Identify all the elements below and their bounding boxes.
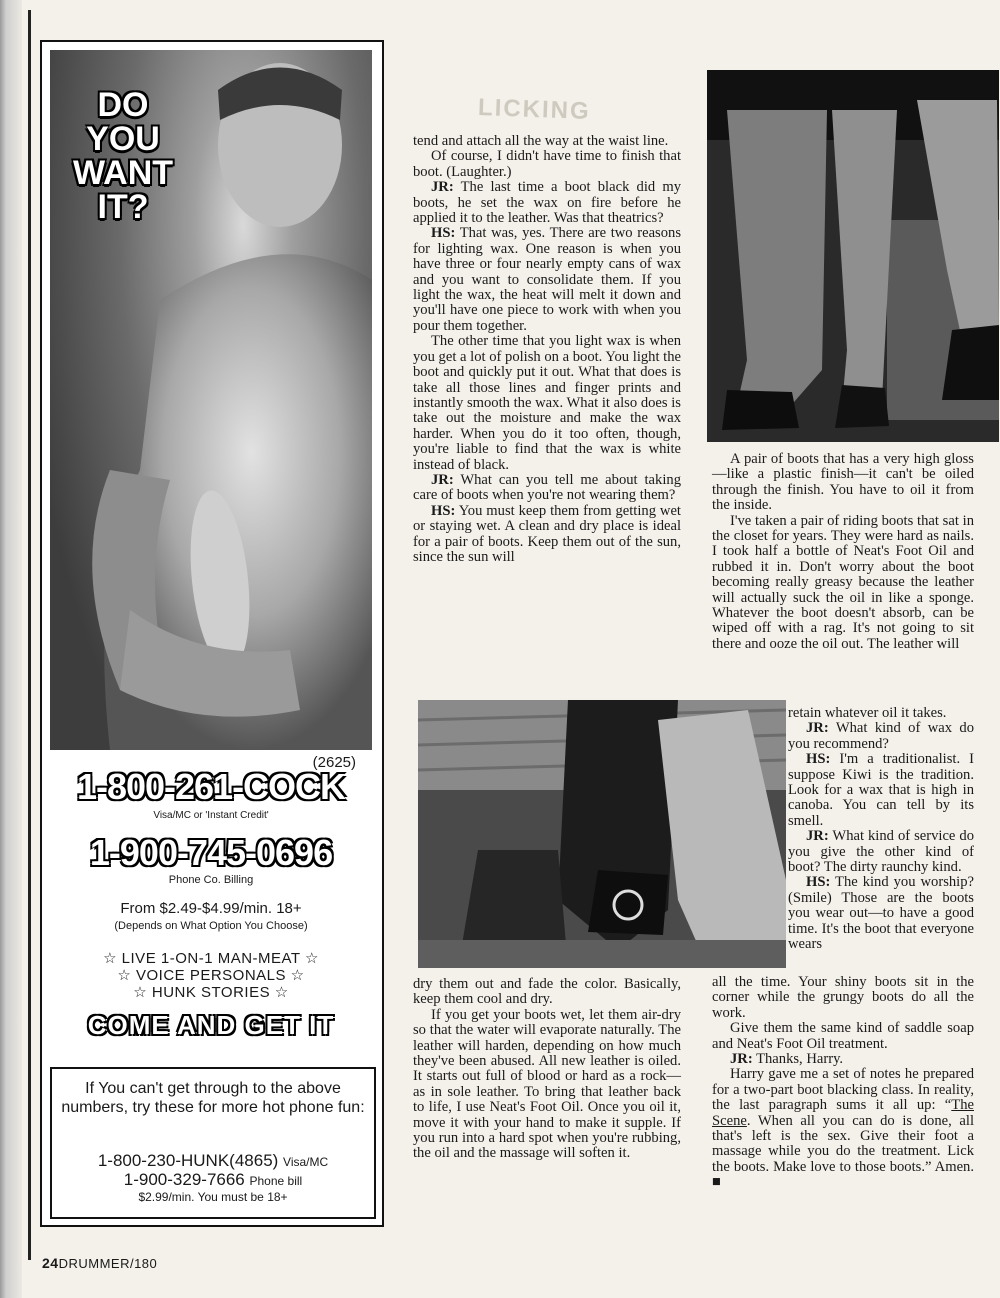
paragraph [712, 1021, 974, 1052]
phone-line-advertisement [40, 40, 384, 1227]
phone-number-1-note: Visa/MC or 'Instant Credit' [153, 810, 269, 821]
alternate-number-1-note: Visa/MC [283, 1155, 329, 1169]
ad-phone-info [50, 754, 372, 1054]
page-number: 24 [42, 1255, 59, 1271]
article-column-1 [413, 134, 681, 565]
page-folio [42, 1255, 157, 1271]
phone-number-1: 1-800-261-COCK [76, 766, 346, 807]
alternate-number-1 [52, 1151, 374, 1171]
paragraph-text: A pair of boots that has a very high gloss—like a plastic finish—it can't be oiled through the finish. You have to oil it from the inside. [712, 451, 974, 514]
article-column-1-continued [413, 977, 681, 1162]
paragraph-text: Give them the same kind of saddle soap and Neat's Foot Oil treatment. [712, 1020, 974, 1052]
paragraph-text: Of course, I didn't have time to finish that boot. (Laughter.) [413, 148, 681, 180]
photo-jeans-and-boots [707, 70, 999, 442]
paragraph [712, 514, 974, 653]
spine-rule [28, 10, 31, 1260]
paragraph-text: What can you tell me about taking care of boots when you're not wearing them? [413, 471, 681, 504]
paragraph-text: The other time that you light wax is when you get a lot of polish on a boot. You light the boot and quickly put it out. What that does is take all those lines and finger prints and instantly smooth the wax. What it also does is take out the moisture and make the wax harder. When you do it too often, though, you're liable to find that the wax is white instead of black. [413, 333, 681, 473]
ad-photo [50, 50, 372, 750]
paragraph [413, 134, 681, 149]
phone-number-2-note: Phone Co. Billing [168, 874, 254, 886]
paragraph [413, 149, 681, 180]
page-spine-shadow [0, 0, 22, 1298]
alternate-number-2-value: 1-900-329-7666 [123, 1170, 245, 1189]
paragraph-text: What kind of service do you give the other kind of boot? The dirty raunchy kind. [788, 828, 974, 876]
paragraph-text: What kind of wax do you recommend? [788, 720, 974, 752]
paragraph [712, 452, 974, 514]
article-column-2-wrap [788, 706, 974, 953]
speaker-label: JR: [806, 828, 829, 845]
paragraph [413, 1008, 681, 1162]
magazine-issue: DRUMMER/180 [58, 1256, 158, 1271]
paragraph-text: tend and attach all the way at the waist line. [413, 133, 669, 149]
paragraph [413, 226, 681, 334]
phone-extension: (2625) [312, 754, 356, 771]
ad-headline [68, 88, 178, 224]
headline-line: IT? [97, 188, 149, 226]
paragraph-text: The last time a boot black did my boots, he set the wax on fire before he applied it to the leather. Was that theatrics? [413, 179, 681, 227]
speaker-label: JR: [431, 179, 454, 196]
paragraph [413, 180, 681, 226]
headline-line: WANT [72, 154, 174, 192]
services-list [50, 950, 372, 1001]
paragraph-text: I'm a traditionalist. I suppose Kiwi is the tradition. Look for a wax that is high in canoba. You can tell by its smell. [788, 751, 974, 829]
paragraph-text: all the time. Your shiny boots sit in the corner while the grungy boots do all the work. [712, 974, 974, 1021]
speaker-label: HS: [806, 751, 831, 768]
paragraph-text: Harry gave me a set of notes he prepared for a two-part boot blacking class. In reality, the last paragraph sums it all up: “ [712, 1066, 974, 1114]
paragraph [413, 334, 681, 473]
speaker-label: JR: [806, 720, 829, 737]
headline-line: YOU [86, 120, 160, 158]
speaker-label: JR: [431, 471, 454, 488]
alternate-number-1-value: 1-800-230-HUNK(4865) [97, 1151, 279, 1170]
paragraph-text: I've taken a pair of riding boots that sat in the closet for years. They were hard as nails. I took half a bottle of Neat's Foot Oil and rubbed it in. Don't worry about the boot becoming really greasy because the leather will actually suck the oil in like a sponge. Whatever the boot doesn't absorb, can be wiped off with a rag. It's not going to sit there and ooze the oil out. The leather will [712, 512, 974, 652]
service-item: ☆ HUNK STORIES ☆ [133, 984, 289, 1001]
speaker-label: HS: [431, 502, 456, 519]
paragraph-text: Thanks, Harry. [752, 1051, 844, 1068]
paragraph-text: retain whatever oil it takes. [788, 705, 947, 721]
paragraph [413, 473, 681, 504]
alternate-number-2-note: Phone bill [249, 1174, 303, 1188]
paragraph-text: If you get your boots wet, let them air-dry so that the water will evaporate naturally. The leather will harden, depending on how much they've been abused. All new leather is oiled. It starts out full of blood or hard as a rock—as in sole leather. To bring that leather back to life, I use Neat's Foot Oil. Once you oil it, move it with your hand to make it supple. If you run into a hard spot when you're rubbing, the oil and the massage will soften it. [413, 1006, 681, 1162]
paragraph [712, 1067, 974, 1190]
speaker-label: HS: [431, 225, 456, 242]
ghost-show-through-text: LICKING [477, 94, 592, 125]
underlined-title: The Scene [712, 1097, 974, 1129]
paragraph-text: . When all you can do is done, all that's left is the sex. Give their foot a massage while you do the treatment. Lick the boots. Make love to those boots.” Amen. ■ [712, 1112, 974, 1191]
photo-jeans-illustration [707, 70, 999, 442]
paragraph [788, 875, 974, 952]
paragraph [788, 752, 974, 829]
alternate-number-2 [52, 1170, 374, 1190]
speaker-label: JR: [730, 1051, 753, 1068]
alternate-numbers-box [50, 1067, 376, 1219]
paragraph [712, 975, 974, 1021]
ad-call-to-action: COME AND GET IT [87, 1010, 335, 1040]
photo-cowboy-illustration [418, 700, 786, 968]
paragraph-text: You must keep them from getting wet or staying wet. A clean and dry place is ideal for a pair of boots. Keep them out of the sun, since the sun will [413, 502, 681, 565]
paragraph-text: The kind you worship? (Smile) Those are the boots you wear out—to have a good time. It's the boot that everyone wears [788, 874, 974, 953]
alternate-price-note: $2.99/min. You must be 18+ [138, 1190, 288, 1204]
service-item: ☆ VOICE PERSONALS ☆ [117, 967, 305, 984]
paragraph [413, 504, 681, 566]
paragraph-text: dry them out and fade the color. Basically, keep them cool and dry. [413, 976, 681, 1008]
paragraph [788, 829, 974, 875]
service-item: ☆ LIVE 1-ON-1 MAN-MEAT ☆ [103, 950, 319, 967]
paragraph [788, 706, 974, 721]
paragraph [712, 1052, 974, 1067]
headline-line: DO [97, 86, 149, 124]
paragraph [413, 977, 681, 1008]
phone-number-2: 1-900-745-0696 [89, 832, 333, 873]
price-line: From $2.49-$4.99/min. 18+ [120, 900, 302, 917]
paragraph [788, 721, 974, 752]
photo-cowboy-boots-with-spurs [418, 700, 786, 968]
price-note: (Depends on What Option You Choose) [114, 920, 308, 932]
alternate-numbers-headline: If You can't get through to the above numbers, try these for more hot phone fun: [61, 1080, 365, 1116]
speaker-label: HS: [806, 874, 831, 891]
paragraph-text: That was, yes. There are two reasons for lighting wax. One reason is when you have three or four nearly empty cans of wax and you want to consolidate them. If you light the wax, the heat will melt it down and you'll have one piece to work with when you pour them together. [413, 225, 681, 334]
article-column-2 [712, 452, 974, 652]
article-column-2-continued [712, 975, 974, 1191]
